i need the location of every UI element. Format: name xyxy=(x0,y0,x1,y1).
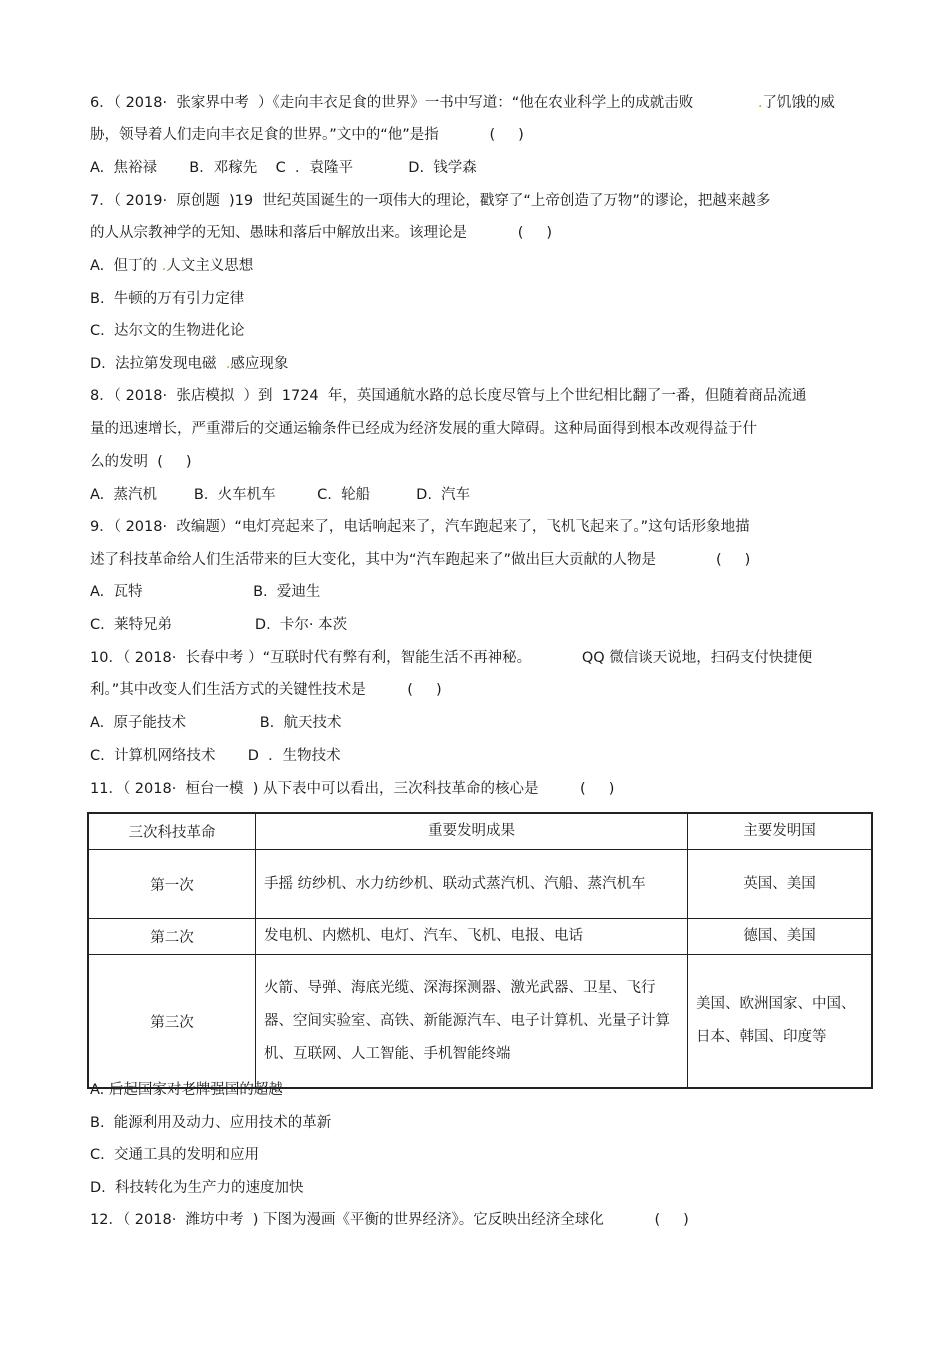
text-line: C. 交通工具的发明和应用 xyxy=(90,1147,259,1163)
row-name: 第三次 xyxy=(88,955,256,1089)
text-line: A. 但丁的 .人文主义思想 xyxy=(90,258,254,274)
text-line: D. 科技转化为生产力的速度加快 xyxy=(90,1180,304,1196)
row-countries: 美国、欧洲国家、中国、日本、韩国、印度等 xyxy=(688,955,873,1089)
text-line: 6．（ 2018· 张家界中考 ）《走向丰衣足食的世界》一书中写道：“他在农业科学上的成就击败 .了饥饿的威 xyxy=(90,95,835,111)
text-line: 么的发明 ( ) xyxy=(90,454,192,470)
row-name: 第二次 xyxy=(88,919,256,955)
text-line: C. 达尔文的生物进化论 xyxy=(90,323,245,339)
text-line: 12．（ 2018· 潍坊中考 ) 下图为漫画《平衡的世界经济》。它反映出经济全球化 ( ) xyxy=(90,1212,689,1228)
row-inventions: 火箭、导弹、海底光缆、深海探测器、激光武器、卫星、飞行器、空间实验室、高铁、新能源汽车、电子计算机、光量子计算机、互联网、人工智能、手机智能终端 xyxy=(256,955,688,1089)
table-row xyxy=(88,919,872,955)
text-line: 7．（ 2019· 原创题 )19 世纪英国诞生的一项伟大的理论，戳穿了“上帝创造了万物”的谬论，把越来越多 xyxy=(90,193,771,209)
text-line: C. 莱特兄弟 D. 卡尔· 本茨 xyxy=(90,617,348,633)
tech-revolution-table xyxy=(87,812,873,1089)
text-line: A. 焦裕禄 B．邓稼先 C ．袁隆平 D. 钱学森 xyxy=(90,160,477,176)
text-line: B. 能源利用及动力、应用技术的革新 xyxy=(90,1115,332,1131)
table-header-row xyxy=(88,813,872,850)
text-line: A. 瓦特 B. 爱迪生 xyxy=(90,584,321,600)
text-line: B. 牛顿的万有引力定律 xyxy=(90,291,245,307)
row-countries: 英国、美国 xyxy=(688,850,873,919)
header-countries: 主要发明国 xyxy=(688,813,873,850)
text-line: 9．（ 2018· 改编题）“电灯亮起来了，电话响起来了，汽车跑起来了，飞机飞起来了。”这句话形象地描 xyxy=(90,519,750,535)
row-inventions: 手摇 纺纱机、水力纺纱机、联动式蒸汽机、汽船、蒸汽机车 xyxy=(256,850,688,919)
text-line: A. 原子能技术 B. 航天技术 xyxy=(90,715,342,731)
row-name: 第一次 xyxy=(88,850,256,919)
text-line: 胁，领导着人们走向丰衣足食的世界。”文中的“他”是指 ( ) xyxy=(90,127,524,143)
text-line: 8．（ 2018· 张店模拟 ）到 1724 年，英国通航水路的总长度尽管与上个世纪相比翻了一番，但随着商品流通 xyxy=(90,388,807,404)
table-row xyxy=(88,955,872,1089)
text-line: A. 后起国家对老牌强国的超越 xyxy=(90,1082,283,1098)
text-line: C. 计算机网络技术 D ．生物技术 xyxy=(90,748,341,764)
table-row xyxy=(88,850,872,919)
row-inventions: 发电机、内燃机、电灯、汽车、飞机、电报、电话 xyxy=(256,919,688,955)
text-line: D. 法拉第发现电磁 .感应现象 xyxy=(90,356,289,372)
text-line: 量的迅速增长，严重滞后的交通运输条件已经成为经济发展的重大障碍。这种局面得到根本改观得益于什 xyxy=(90,421,757,437)
header-revolution: 三次科技革命 xyxy=(88,813,256,850)
row-countries: 德国、美国 xyxy=(688,919,873,955)
text-line: 述了科技革命给人们生活带来的巨大变化，其中为“汽车跑起来了”做出巨大贡献的人物是 ( ) xyxy=(90,552,751,568)
text-line: A. 蒸汽机 B. 火车机车 C. 轮船 D. 汽车 xyxy=(90,487,471,503)
text-line: 11．（ 2018· 桓台一模 ) 从下表中可以看出，三次科技革命的核心是 ( ) xyxy=(90,781,615,797)
text-line: 利。”其中改变人们生活方式的关键性技术是 ( ) xyxy=(90,682,442,698)
text-line: 10．（ 2018· 长春中考 ）“互联时代有弊有利，智能生活不再神秘。 QQ 微信谈天说地，扫码支付快捷便 xyxy=(90,650,813,666)
header-inventions: 重要发明成果 xyxy=(256,813,688,850)
text-line: 的人从宗教神学的无知、愚昧和落后中解放出来。该理论是 ( ) xyxy=(90,225,553,241)
